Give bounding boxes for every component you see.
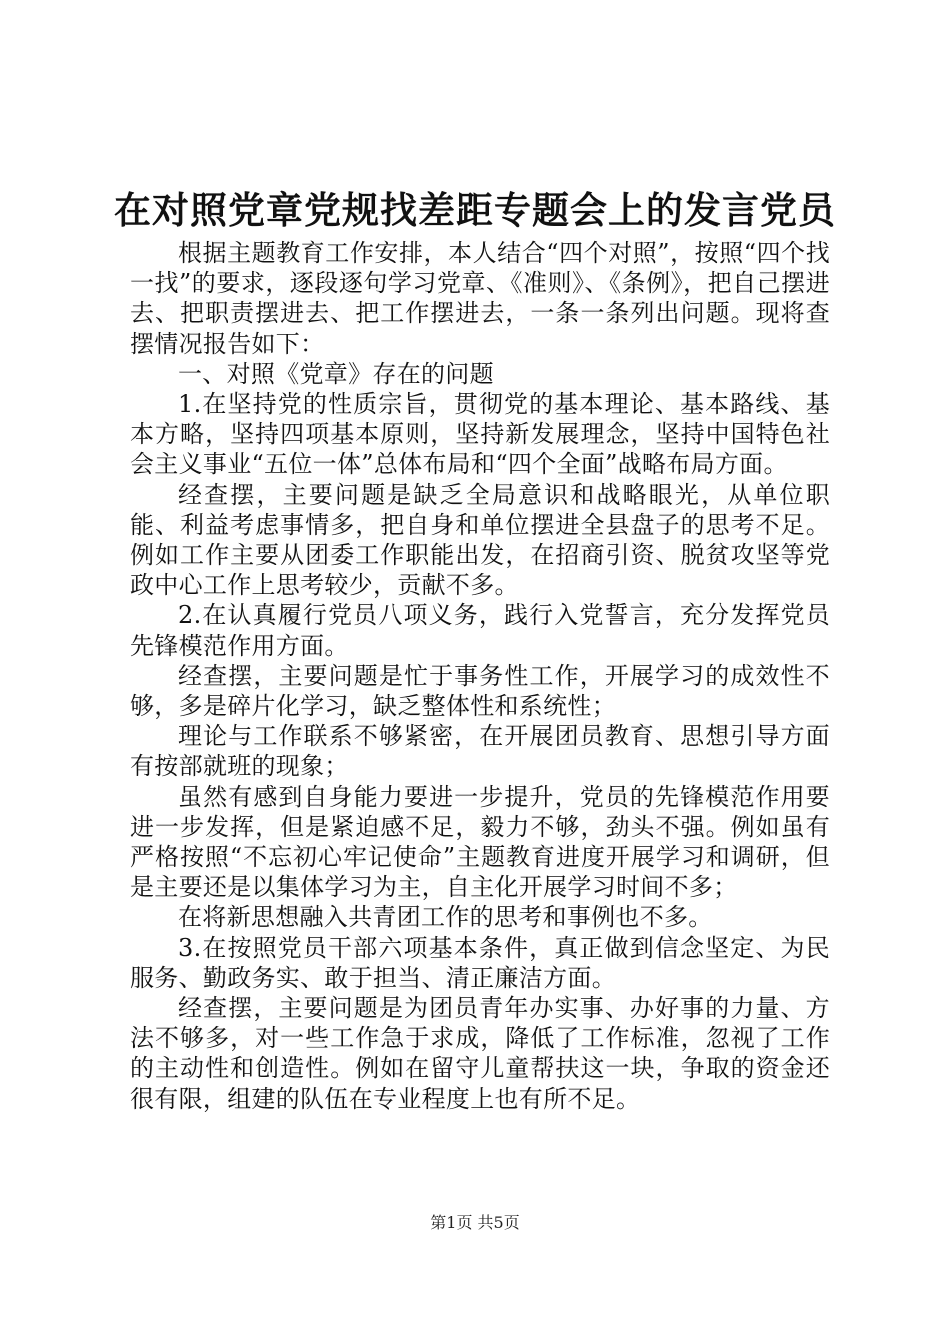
paragraph-item-1: 1.在坚持党的性质宗旨，贯彻党的基本理论、基本路线、基本方略，坚持四项基本原则，坚持新发展理念，坚持中国特色社会主义事业“五位一体”总体布局和“四个全面”战略布局方面。 — [130, 390, 830, 479]
document-title: 在对照党章党规找差距专题会上的发言党员 — [114, 188, 836, 232]
page-number: 第1页 共5页 — [430, 1213, 520, 1232]
paragraph-finding-2b: 理论与工作联系不够紧密，在开展团员教育、思想引导方面有按部就班的现象； — [130, 722, 830, 781]
paragraph-item-3: 3.在按照党员干部六项基本条件，真正做到信念坚定、为民服务、勤政务实、敢于担当、清正廉洁方面。 — [130, 933, 830, 992]
paragraph-item-2: 2.在认真履行党员八项义务，践行入党誓言，充分发挥党员先锋模范作用方面。 — [130, 601, 830, 660]
document-body — [130, 238, 830, 1114]
paragraph-intro: 根据主题教育工作安排，本人结合“四个对照”，按照“四个找一找”的要求，逐段逐句学习党章、《准则》、《条例》，把自己摆进去、把职责摆进去、把工作摆进去，一条一条列出问题。现将查摆情况报告如下： — [130, 239, 830, 358]
section-heading: 一、对照《党章》存在的问题 — [178, 359, 494, 388]
paragraph-finding-2d: 在将新思想融入共青团工作的思考和事例也不多。 — [178, 903, 713, 932]
paragraph-finding-2: 经查摆，主要问题是忙于事务性工作，开展学习的成效性不够，多是碎片化学习，缺乏整体性和系统性； — [130, 661, 830, 721]
paragraph-finding-1: 经查摆，主要问题是缺乏全局意识和战略眼光，从单位职能、利益考虑事情多，把自身和单位摆进全县盘子的思考不足。例如工作主要从团委工作职能出发，在招商引资、脱贫攻坚等党政中心工作上思考较少，贡献不多。 — [130, 480, 830, 600]
paragraph-finding-2c: 虽然有感到自身能力要进一步提升，党员的先锋模范作用要进一步发挥，但是紧迫感不足，毅力不够，劲头不强。例如虽有严格按照“不忘初心牢记使命”主题教育进度开展学习和调研，但是主要还是以集体学习为主，自主化开展学习时间不多； — [130, 782, 830, 902]
paragraph-finding-3: 经查摆，主要问题是为团员青年办实事、办好事的力量、方法不够多，对一些工作急于求成，降低了工作标准，忽视了工作的主动性和创造性。例如在留守儿童帮扶这一块，争取的资金还很有限，组建的队伍在专业程度上也有所不足。 — [130, 994, 830, 1113]
